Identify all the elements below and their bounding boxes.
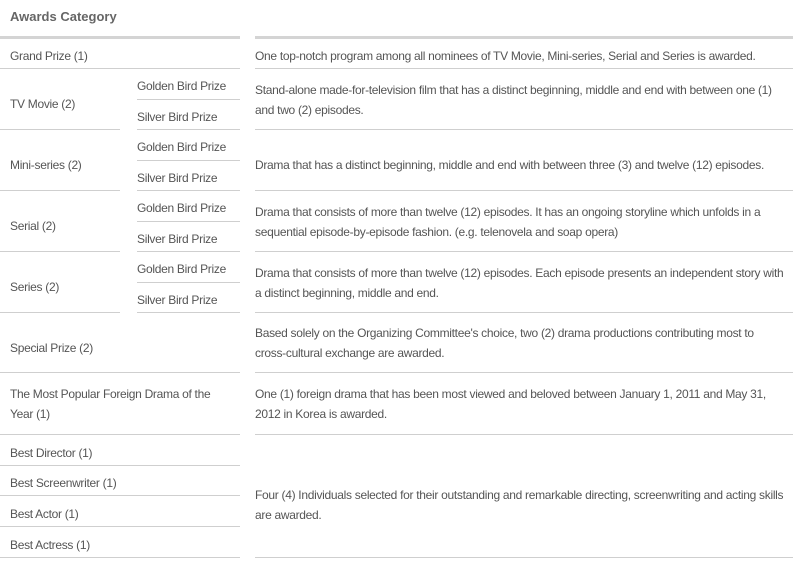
- row-divider: [0, 190, 120, 191]
- series-golden-bird-prize: Golden Bird Prize: [137, 262, 226, 276]
- row-divider: [137, 312, 240, 313]
- series-description: Drama that consists of more than twelve (12) episodes. Each episode presents an independent story with a distinct beginning, middle and end.: [255, 266, 784, 300]
- row-divider: [255, 434, 793, 435]
- mini-series-golden-bird-prize: Golden Bird Prize: [137, 140, 226, 154]
- serial-description: Drama that consists of more than twelve (12) episodes. It has an ongoing storyline which unfolds in a sequential episode-by-episode fashion. (e.g. telenovela and soap opera): [255, 205, 761, 239]
- mini-series-label: Mini-series (2): [10, 158, 82, 172]
- series-silver-bird-prize: Silver Bird Prize: [137, 293, 218, 307]
- serial-silver-bird-prize: Silver Bird Prize: [137, 232, 218, 246]
- sub-divider: [137, 99, 240, 100]
- tv-movie-silver-bird-prize: Silver Bird Prize: [137, 110, 218, 124]
- best-actor-label: Best Actor (1): [10, 507, 79, 521]
- foreign-drama-description: One (1) foreign drama that has been most viewed and beloved between January 1, 2011 and May 31, 2012 in Korea is awarded.: [255, 387, 766, 421]
- sub-divider: [137, 221, 240, 222]
- row-divider: [255, 372, 793, 373]
- row-divider: [137, 190, 240, 191]
- tv-movie-label: TV Movie (2): [10, 97, 76, 111]
- row-divider: [0, 372, 240, 373]
- mini-series-description: Drama that has a distinct beginning, middle and end with between three (3) and twelve (12) episodes.: [255, 158, 764, 172]
- row-divider: [0, 129, 120, 130]
- row-divider: [137, 251, 240, 252]
- sub-divider: [137, 282, 240, 283]
- series-label: Series (2): [10, 280, 60, 294]
- row-divider: [0, 68, 240, 69]
- row-divider: [0, 495, 240, 496]
- tv-movie-description: Stand-alone made-for-television film that has a distinct beginning, middle and end with between one (1) and two (2) episodes.: [255, 83, 772, 117]
- foreign-drama-label: The Most Popular Foreign Drama of the Year (1): [10, 387, 211, 421]
- row-divider: [255, 190, 793, 191]
- row-divider: [0, 557, 240, 558]
- special-prize-label: Special Prize (2): [10, 341, 93, 355]
- best-screenwriter-label: Best Screenwriter (1): [10, 476, 117, 490]
- row-divider: [0, 465, 240, 466]
- header-rule-left: [0, 36, 240, 39]
- serial-golden-bird-prize: Golden Bird Prize: [137, 201, 226, 215]
- row-divider: [255, 68, 793, 69]
- serial-label: Serial (2): [10, 219, 56, 233]
- tv-movie-golden-bird-prize: Golden Bird Prize: [137, 79, 226, 93]
- row-divider: [0, 526, 240, 527]
- row-divider: [255, 129, 793, 130]
- row-divider: [137, 129, 240, 130]
- awards-header: Awards Category: [10, 9, 117, 24]
- row-divider: [0, 312, 120, 313]
- header-rule-right: [255, 36, 793, 39]
- row-divider: [0, 434, 240, 435]
- row-divider: [255, 312, 793, 313]
- mini-series-silver-bird-prize: Silver Bird Prize: [137, 171, 218, 185]
- individuals-description: Four (4) Individuals selected for their outstanding and remarkable directing, screenwriting and acting skills are awarded.: [255, 488, 784, 522]
- grand-prize-description: One top-notch program among all nominees of TV Movie, Mini-series, Serial and Series is awarded.: [255, 49, 756, 63]
- best-director-label: Best Director (1): [10, 446, 93, 460]
- best-actress-label: Best Actress (1): [10, 538, 90, 552]
- row-divider: [255, 557, 793, 558]
- row-divider: [255, 251, 793, 252]
- row-divider: [0, 251, 120, 252]
- special-prize-description: Based solely on the Organizing Committee's choice, two (2) drama productions contributing most to cross-cultural exchange are awarded.: [255, 326, 754, 360]
- sub-divider: [137, 160, 240, 161]
- grand-prize-label: Grand Prize (1): [10, 49, 88, 63]
